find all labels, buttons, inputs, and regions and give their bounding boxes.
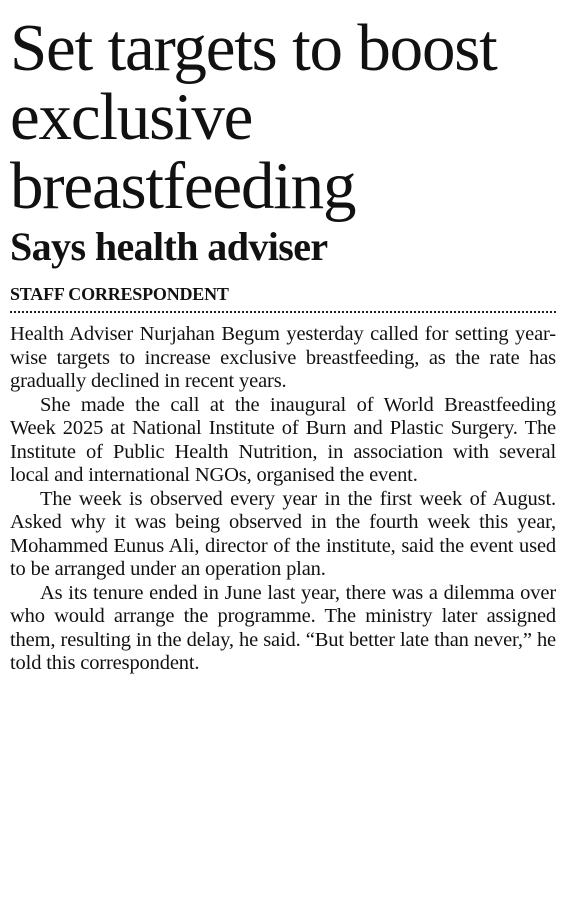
- byline: STAFF CORRESPONDENT: [10, 284, 229, 304]
- news-article: [10, 11, 556, 676]
- paragraph-3: The week is observed every year in the first week of August. Asked why it was being observed in the fourth week this year, Mohammed Eunus Ali, director of the institute, said the event used to be arranged under an operation plan.: [10, 487, 556, 580]
- article-body: [10, 323, 556, 676]
- subheadline: Says health adviser: [10, 224, 328, 269]
- headline: Set targets to boost exclusive breastfeeding: [10, 11, 497, 223]
- paragraph-4: As its tenure ended in June last year, there was a dilemma over who would arrange the programme. The ministry later assigned them, resulting in the delay, he said. “But better late than never,” he told this correspondent.: [10, 581, 556, 674]
- paragraph-1: Health Adviser Nurjahan Begum yesterday called for setting year-wise targets to increase exclusive breastfeeding, as the rate has gradually declined in recent years.: [10, 323, 556, 392]
- paragraph-2: She made the call at the inaugural of World Breastfeeding Week 2025 at National Institute of Burn and Plastic Surgery. The Institute of Public Health Nutrition, in association with several local and international NGOs, organised the event.: [10, 393, 556, 486]
- dotted-divider: [10, 311, 556, 313]
